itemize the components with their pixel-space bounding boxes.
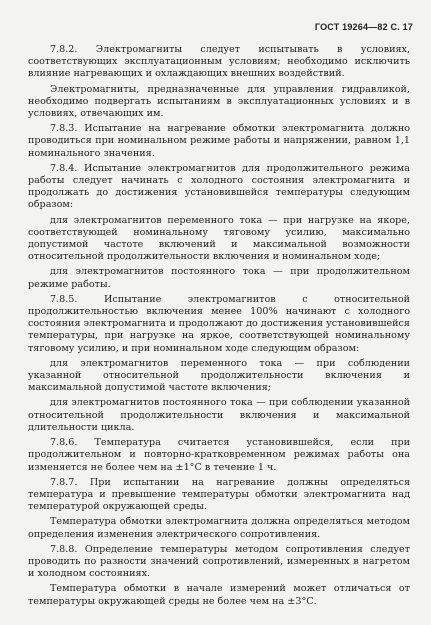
paragraph-initial-temperature: Температура обмотки в начале измерений может отличаться от температуры окружающей среды не более чем на ±3°С. <box>28 583 410 607</box>
paragraph-dc-magnets-intermittent: для электромагнитов постоянного тока — при соблюдении указанной относительной продолжительности включения и максимальной длительности цикла. <box>28 397 410 433</box>
paragraph-hydraulic-magnets: Электромагниты, предназначенные для управления гидравликой, необходимо подвергать испытаниям в эксплуатационных условиях и в условиях, отвечающих им. <box>28 83 410 120</box>
paragraph-dc-magnets-continuous: для электромагнитов постоянного тока — при продолжительном режиме работы. <box>28 266 410 290</box>
paragraph-resistance-method: Температура обмотки электромагнита должна определяться методом определения изменения электрического сопротивления. <box>28 516 410 540</box>
paragraph-7-8-4: 7.8.4. Испытание электромагнитов для продолжительного режима работы следует начинать с холодного состояния электромагнита и продолжать до достижения установившейся температуры следующим образом: <box>28 162 410 211</box>
paragraph-7-8-2: 7.8.2. Электромагниты следует испытывать в условиях, соответствующих эксплуатационным условиям; необходимо исключить влияние нагревающих и охлаждающих внешних воздействий. <box>28 44 410 80</box>
page-header: ГОСТ 19264—82 С. 17 <box>314 22 413 32</box>
paragraph-7-8-6: 7.8.6. Температура считается установившейся, если при продолжительном и повторно-кратковременном режимах работы она изменяется не более чем на ±1°С в течение 1 ч. <box>28 437 410 473</box>
paragraph-ac-magnets-continuous: для электромагнитов переменного тока — при нагрузке на якоре, соответствующей номинальному тяговому усилию, максимально допустимой частоте включений и максимальной возможности относительной продолжительности включения и номинальном ходе; <box>28 214 410 263</box>
paragraph-7-8-3: 7.8.3. Испытание на нагревание обмотки электромагнита должно проводиться при номинальном режиме работы и напряжении, равном 1,1 номинального значения. <box>28 123 410 159</box>
paragraph-7-8-5: 7.8.5. Испытание электромагнитов с относительной продолжительностью включения менее 100% начинают с холодного состояния электромагнита и продолжают до достижения установившейся температуры, при нагрузке на яркое, соответствующей номинальному тяговому усилию, и при номинальном ходе следующим образом: <box>28 293 410 354</box>
paragraph-7-8-7: 7.8.7. При испытании на нагревание должны определяться температура и превышение температуры обмотки электромагнита над температурой окружающей среды. <box>28 476 410 513</box>
paragraph-7-8-8: 7.8.8. Определение температуры методом сопротивления следует проводить по разности значений сопротивлений, измеренных в нагретом и холодном состояниях. <box>28 543 410 580</box>
paragraph-ac-magnets-intermittent: для электромагнитов переменного тока — при соблюдении указанной относительной продолжительности включения и максимальной допустимой частоте включения; <box>28 357 410 394</box>
document-body <box>28 44 410 611</box>
